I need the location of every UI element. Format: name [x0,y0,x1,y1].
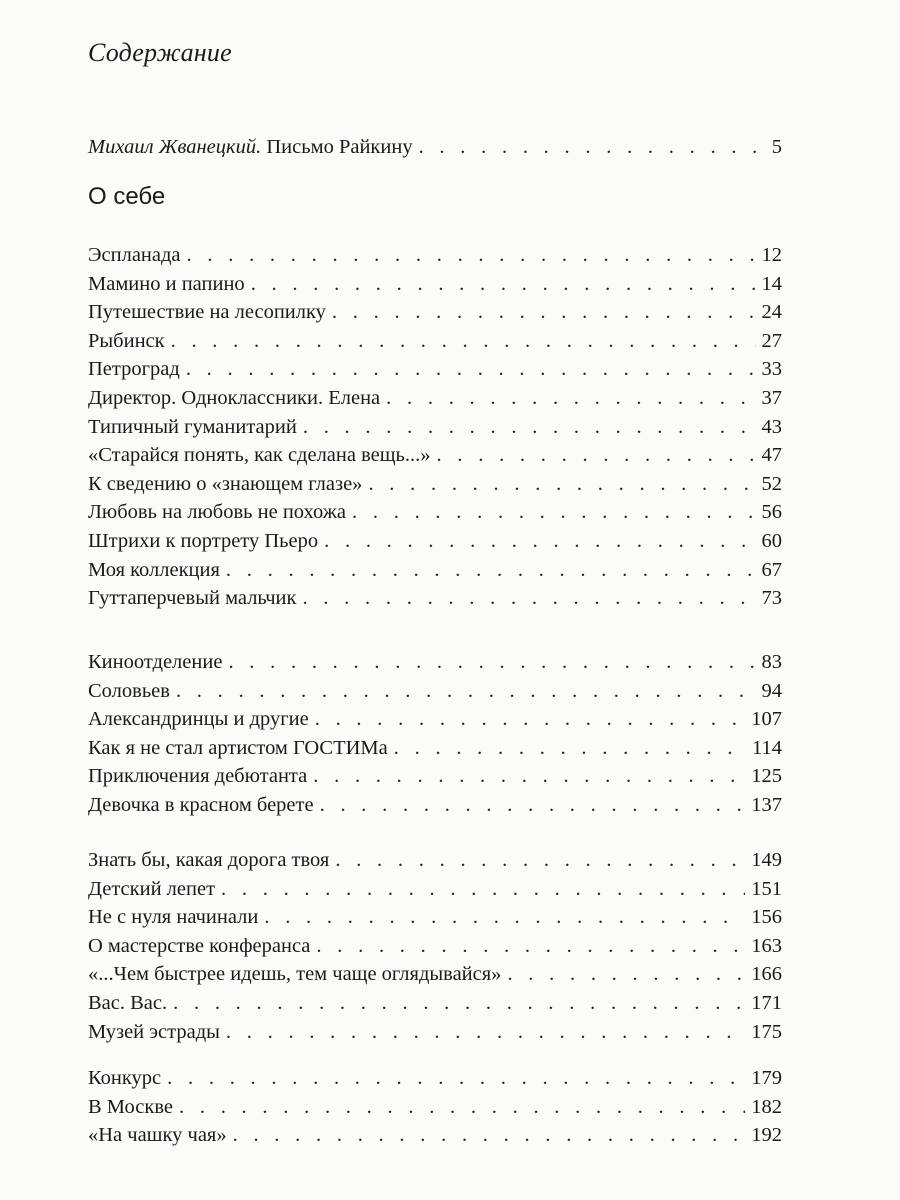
toc-entry[interactable] [88,327,782,355]
entry-page-number: 60 [761,530,782,552]
entry-title: Приключения дебютанта [88,765,308,788]
dot-leader [316,932,745,960]
entry-page-number: 94 [761,679,782,702]
toc-entry[interactable] [88,298,782,326]
entry-page-number: 175 [751,1020,782,1043]
entry-page-number: 24 [761,301,782,324]
entry-author: Михаил Жванецкий. [88,136,262,158]
entry-title: Конкурс [88,1067,162,1089]
toc-entry[interactable] [88,1064,782,1092]
toc-entry[interactable] [88,1121,782,1149]
entry-title: Путешествие на лесопилку [88,301,326,324]
entry-title: Вас. Вас. [88,992,168,1014]
entry-title [88,133,413,161]
toc-entry[interactable] [88,903,782,931]
entry-page-number: 166 [751,963,782,986]
toc-entry[interactable] [88,355,782,383]
toc-entry[interactable] [88,470,782,498]
entry-page-number: 43 [761,415,782,438]
entry-title: Музей эстрады [88,1020,220,1043]
toc-entry[interactable] [88,1018,782,1046]
entry-title: О мастерстве конферанса [88,934,311,957]
entry-title-text: Письмо Райкину [266,136,413,158]
dot-leader [251,270,756,298]
dot-leader [167,1064,745,1092]
entry-page-number: 37 [761,387,782,409]
dot-leader [228,648,755,676]
entry-title: Эспланада [88,244,181,266]
dot-leader [437,441,756,469]
section-title: О себе [88,183,166,210]
toc-entry[interactable] [88,648,782,676]
dot-leader [335,846,745,874]
toc-entry[interactable] [88,791,782,819]
entry-page-number: 67 [761,558,782,581]
entry-title: Петроград [88,358,180,381]
dot-leader [187,241,756,269]
dot-leader [226,556,756,584]
entry-title: Гуттаперчевый мальчик [88,587,297,610]
dot-leader [419,133,766,161]
dot-leader [324,527,755,555]
entry-title: «На чашку чая» [88,1124,227,1147]
dot-leader [226,1018,745,1046]
toc-entry[interactable] [88,932,782,960]
entry-page-number: 33 [761,358,782,381]
entry-page-number: 5 [771,136,782,158]
entry-page-number: 171 [751,992,782,1014]
entry-page-number: 14 [761,272,782,295]
entry-title: Директор. Одноклассники. Елена [88,387,381,409]
entry-title: Девочка в красном берете [88,794,314,816]
dot-leader [303,413,756,441]
entry-page-number: 114 [752,736,782,759]
dot-leader [394,734,746,762]
dot-leader [332,298,756,326]
toc-entry[interactable] [88,960,782,988]
toc-entry[interactable] [88,556,782,584]
dot-leader [368,470,755,498]
entry-page-number: 56 [761,501,782,524]
dot-leader [179,1093,745,1121]
toc-entry[interactable] [88,498,782,526]
dot-leader [176,677,756,705]
entry-title: Любовь на любовь не похожа [88,501,347,524]
entry-page-number: 151 [751,877,782,900]
dot-leader [173,989,745,1017]
dot-leader [315,705,746,733]
entry-page-number: 149 [751,849,782,871]
entry-page-number: 83 [761,651,782,673]
entry-title: Соловьев [88,679,170,702]
toc-entry[interactable] [88,527,782,555]
entry-page-number: 182 [751,1095,782,1118]
toc-entry[interactable] [88,875,782,903]
toc-entry[interactable] [88,734,782,762]
entry-title: Как я не стал артистом ГОСТИМа [88,736,388,759]
entry-title: Детский лепет [88,877,216,900]
dot-leader [386,384,755,412]
entry-title: Александринцы и другие [88,708,309,731]
toc-entry[interactable] [88,989,782,1017]
toc-entry[interactable] [88,705,782,733]
dot-leader [186,355,756,383]
entry-page-number: 163 [751,934,782,957]
entry-title: Киноотделение [88,651,223,673]
toc-entry[interactable] [88,1093,782,1121]
toc-entry[interactable] [88,384,782,412]
dot-leader [352,498,755,526]
entry-title: Типичный гуманитарий [88,415,297,438]
dot-leader [313,762,745,790]
toc-entry-intro[interactable] [88,133,782,161]
entry-page-number: 47 [761,444,782,467]
dot-leader [302,584,755,612]
dot-leader [221,875,745,903]
entry-title: Рыбинск [88,329,165,352]
toc-entry[interactable] [88,241,782,269]
toc-entry[interactable] [88,441,782,469]
entry-title: К сведению о «знающем глазе» [88,472,363,495]
entry-title: «Старайся понять, как сделана вещь...» [88,444,431,467]
entry-page-number: 179 [751,1067,782,1089]
entry-title: «...Чем быстрее идешь, тем чаще оглядывайся» [88,963,502,986]
entry-page-number: 12 [761,244,782,266]
entry-title: Мамино и папино [88,272,245,295]
toc-entry[interactable] [88,677,782,705]
dot-leader [320,791,746,819]
entry-title: Моя коллекция [88,558,220,581]
toc-entry[interactable] [88,584,782,612]
toc-entry[interactable] [88,413,782,441]
entry-title: В Москве [88,1095,173,1118]
dot-leader [264,903,745,931]
entry-page-number: 125 [751,765,782,788]
entry-page-number: 156 [751,906,782,929]
entry-page-number: 73 [761,587,782,610]
dot-leader [507,960,745,988]
entry-page-number: 52 [761,472,782,495]
toc-entry[interactable] [88,270,782,298]
toc-entry[interactable] [88,762,782,790]
entry-page-number: 192 [751,1124,782,1147]
toc-entry[interactable] [88,846,782,874]
dot-leader [171,327,756,355]
entry-title: Знать бы, какая дорога твоя [88,849,330,871]
entry-title: Не с нуля начинали [88,906,259,929]
toc-heading: Содержание [88,38,232,67]
entry-title: Штрихи к портрету Пьеро [88,530,319,552]
entry-page-number: 107 [751,708,782,731]
entry-page-number: 137 [751,794,782,816]
dot-leader [233,1121,746,1149]
entry-page-number: 27 [761,329,782,352]
